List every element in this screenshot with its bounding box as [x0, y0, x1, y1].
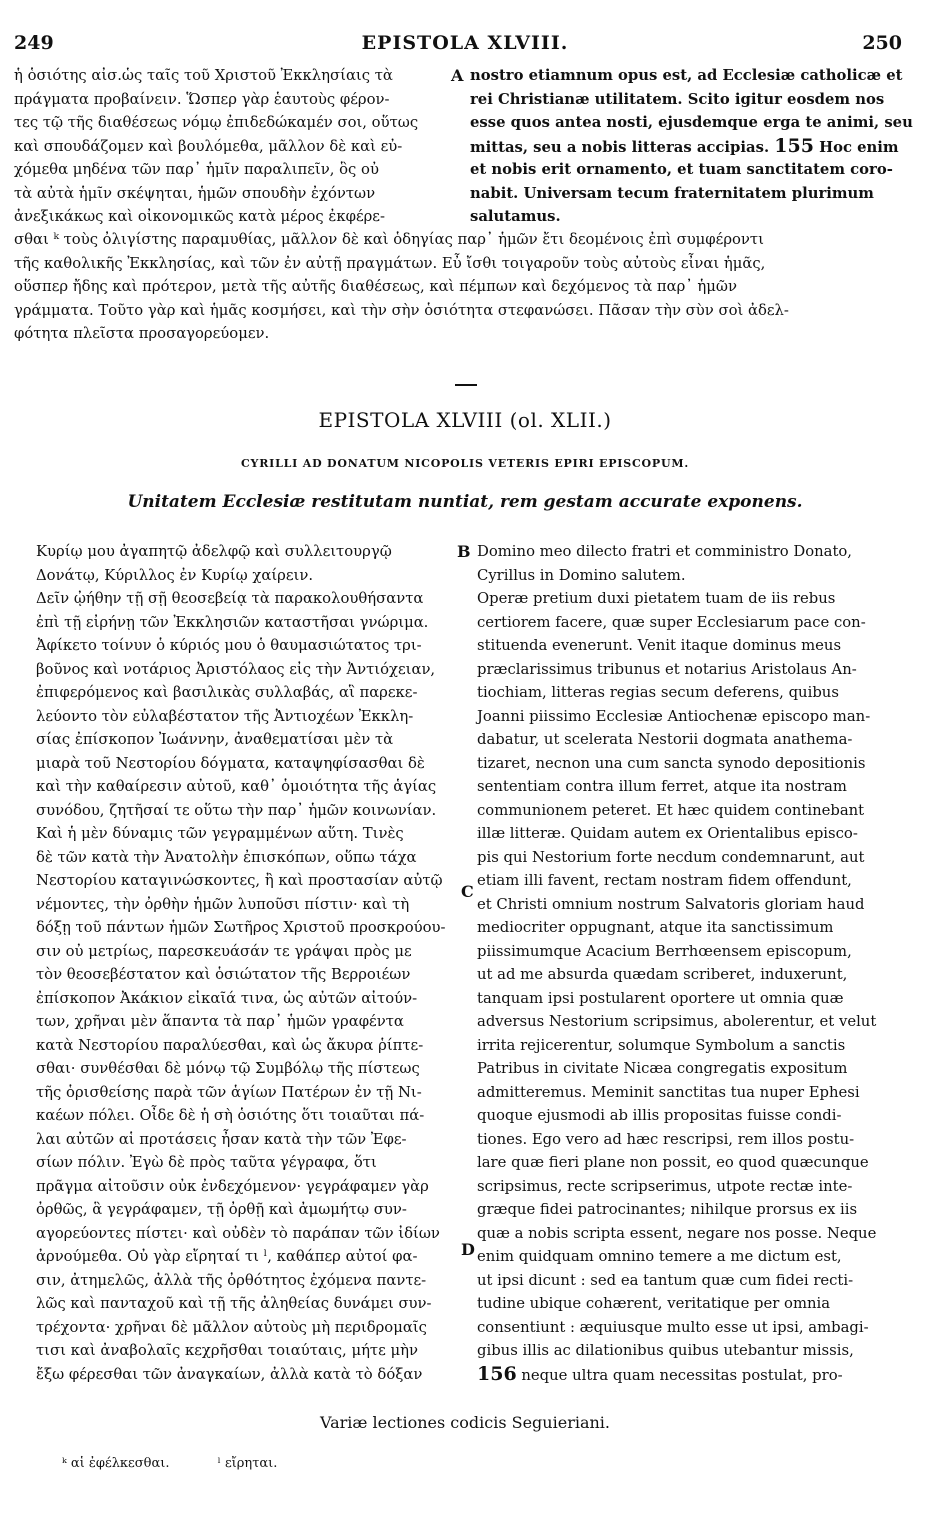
page-number-marker: 156	[477, 1362, 517, 1385]
text-line: Domino meo dilecto fratri et comministro Donato,	[477, 543, 853, 560]
text-line: σιν, ἀτημελῶς, ἀλλὰ τῆς ὀρθότητος ἐχόμενα παντε-	[36, 1271, 427, 1289]
text-line-with-page-number	[477, 1363, 897, 1387]
text-line: πρᾶγμα αἰτοῦσιν οὐκ ἐνδεχόμενον· γεγράφαμεν γὰρ	[36, 1177, 429, 1195]
text-line: Καὶ ἡ μὲν δύναμις τῶν γεγραμμένων αὕτη. Τινὲς	[36, 825, 404, 842]
text-line: σίας ἐπίσκοπον Ἰωάννην, ἀναθεματίσαι μὲν τὰ	[36, 731, 394, 748]
margin-marker-a: A	[451, 66, 464, 85]
footnote: ˡ εἴρηται.	[217, 1456, 278, 1471]
text-line: ὀρθῶς, ἃ γεγράφαμεν, τῇ ὀρθῇ καὶ ἀμωμήτῳ συν-	[36, 1201, 407, 1218]
text-line: χόμεθα μηδένα τῶν παρ᾽ ἡμῖν παραλιπεῖν, ὃς οὐ	[14, 161, 379, 178]
text-line: mediocriter oppugnant, atque ita sanctissimum	[477, 919, 834, 936]
text-line: τὸν θεοσεβέστατον καὶ ὁσιώτατον τῆς Βερροιέων	[36, 966, 411, 983]
text-line: δόξῃ τοῦ πάντων ἡμῶν Σωτῆρος Χριστοῦ προσκρούου-	[36, 919, 446, 936]
text-line: communionem peteret. Et hæc quidem continebant	[477, 801, 865, 819]
text-line: Νεστορίου καταγινώσκοντες, ἢ καὶ προστασίαν αὐτῷ	[36, 872, 443, 889]
text-line: salutamus.	[470, 208, 561, 225]
text-line: ἐπὶ τῇ εἰρήνῃ τῶν Ἐκκλησιῶν καταστῆσαι γνώριμα.	[36, 613, 429, 631]
text-line: nabit. Universam tecum fraternitatem plurimum	[470, 184, 874, 202]
text-line: lare quæ fieri plane non possit, eo quod quæcunque	[477, 1154, 869, 1171]
text-line: τῆς ὁρισθείσης παρὰ τῶν ἁγίων Πατέρων ἐν τῇ Νι-	[36, 1083, 422, 1101]
text-line: αγορεύοντες πίστει· καὶ οὐδὲν τὸ παράπαν τῶν ἰδίων	[36, 1224, 440, 1242]
margin-marker-b: B	[457, 542, 471, 561]
text-line: Δεῖν ᾠήθην τῇ σῇ θεοσεβείᾳ τὰ παρακολουθήσαντα	[36, 590, 424, 607]
text-line: consentiunt : æquiusque multo esse ut ipsi, ambagi-	[477, 1318, 869, 1336]
footnote: ᵏ αἱ ἐφέλκεσθαι.	[62, 1456, 170, 1471]
text-line: pis qui Nestorium forte necdum condemnarunt, aut	[477, 848, 865, 866]
text-fragment: Hoc enim	[813, 138, 899, 156]
variant-readings-title: Variæ lectiones codicis Seguieriani.	[319, 1413, 610, 1432]
epistle-heading: CYRILLI AD DONATUM NICOPOLIS VETERIS EPIRI EPISCOPUM.	[241, 457, 689, 470]
text-line: ἐπιφερόμενος καὶ βασιλικὰς συλλαβάς, αἳ παρεκε-	[36, 684, 418, 701]
epistle-title: EPISTOLA XLVIII (ol. XLII.)	[318, 408, 612, 432]
text-line: κατὰ Νεστορίου παραλύεσθαι, καὶ ὡς ἄκυρα ῥίπτε-	[36, 1036, 424, 1054]
text-line: καὶ σπουδάζομεν καὶ βουλόμεθα, μᾶλλον δὲ καὶ εὐ-	[14, 137, 403, 155]
text-line: ἀνεξικάκως καὶ οἰκονομικῶς κατὰ μέρος ἐκφέρε-	[14, 208, 385, 225]
latin-column	[477, 540, 897, 1386]
section-divider	[455, 384, 477, 386]
top-full-width-greek	[14, 228, 904, 346]
text-line: μιαρὰ τοῦ Νεστορίου δόγματα, καταψηφίσασθαι δὲ	[36, 754, 425, 772]
margin-marker-d: D	[461, 1240, 475, 1259]
right-page-number: 250	[862, 32, 902, 54]
text-line: piissimumque Acacium Berrhœensem episcopum,	[477, 942, 852, 960]
text-line: tiones. Ego vero ad hæc rescripsi, rem illos postu-	[477, 1130, 855, 1148]
text-line: συνόδου, ζητῆσαί τε οὕτω τὴν παρ᾽ ἡμῶν κοινωνίαν.	[36, 801, 437, 819]
text-line: Patribus in civitate Nicæa congregatis expositum	[477, 1060, 848, 1077]
text-line: dabatur, ut scelerata Nestorii dogmata anathema-	[477, 731, 853, 748]
text-line: tanquam ipsi postularent oportere ut omnia quæ	[477, 989, 844, 1007]
footnotes	[62, 1456, 321, 1471]
text-line: et Christi omnium nostrum Salvatoris gloriam haud	[477, 895, 865, 913]
text-line: et nobis erit ornamento, et tuam sanctitatem coro-	[470, 161, 893, 178]
text-line: πράγματα προβαίνειν. Ὥσπερ γὰρ ἑαυτοὺς φέρον-	[14, 90, 390, 108]
text-line: esse quos antea nosti, ejusdemque erga te animi, seu	[470, 114, 913, 131]
text-line: σιν οὐ μετρίως, παρεσκευάσάν τε γράψαι πρὸς με	[36, 942, 412, 960]
greek-column	[36, 540, 461, 1386]
page-number-marker: 155	[774, 134, 814, 157]
text-line: καὶ τὴν καθαίρεσιν αὐτοῦ, καθ᾽ ὁμοιότητα τῆς ἁγίας	[36, 778, 437, 795]
top-latin-column	[470, 64, 913, 229]
text-line: ἡ ὁσιότης αἰσ.ὡς ταῖς τοῦ Χριστοῦ Ἐκκλησίαις τὰ	[14, 67, 393, 84]
text-line: βοῦνος καὶ νοτάριος Ἀριστόλαος εἰς τὴν Ἀντιόχειαν,	[36, 660, 436, 678]
text-line: sententiam contra illum ferret, atque ita nostram	[477, 778, 847, 795]
text-line: adversus Nestorium scripsimus, abolerentur, et velut	[477, 1013, 877, 1030]
text-line: λῶς καὶ πανταχοῦ καὶ τῇ τῆς ἀληθείας δυνάμει συν-	[36, 1295, 432, 1312]
text-line: ut ipsi dicunt : sed ea tantum quæ cum fidei recti-	[477, 1271, 854, 1289]
text-line: Operæ pretium duxi pietatem tuam de iis rebus	[477, 590, 836, 607]
text-line: admitteremus. Meminit sanctitas tua nuper Ephesi	[477, 1083, 860, 1101]
text-line: tiochiam, litteras regias secum deferens, quibus	[477, 684, 839, 701]
text-line: græque fidei patrocinantes; nihilque prorsus ex iis	[477, 1201, 858, 1218]
text-line: ἀρνούμεθα. Οὐ γὰρ εἴρηταί τι ˡ, καθάπερ αὐτοί φα-	[36, 1248, 418, 1265]
text-line: φότητα πλεῖστα προσαγορεύομεν.	[14, 325, 270, 342]
text-line: ἐπίσκοπον Ἀκάκιον εἰκαῖά τινα, ὡς αὐτῶν αἰτούν-	[36, 989, 418, 1007]
text-line: λεύοντο τὸν εὐλαβέστατον τῆς Ἀντιοχέων Ἐκκλη-	[36, 707, 414, 725]
text-line: Joanni piissimo Ecclesiæ Antiochenæ episcopo man-	[477, 707, 871, 725]
text-line: τὰ αὐτὰ ἡμῖν σκέψηται, ἡμῶν σπουδὴν ἐχόντων	[14, 184, 376, 202]
text-line: τισι καὶ ἀναβολαῖς κεχρῆσθαι τοιαύταις, μήτε μὴν	[36, 1342, 418, 1359]
text-line: enim quidquam omnino temere a me dictum est,	[477, 1248, 842, 1265]
text-line: Cyrillus in Domino salutem.	[477, 566, 686, 584]
text-line: stituenda evenerunt. Venit itaque dominus meus	[477, 637, 842, 654]
left-page-number: 249	[14, 32, 54, 54]
epistle-summary: Unitatem Ecclesiæ restitutam nuntiat, rem gestam accurate exponens.	[127, 492, 803, 512]
text-fragment: neque ultra quam necessitas postulat, pro-	[516, 1366, 843, 1384]
text-line: irrita rejicerentur, solumque Symbolum a sanctis	[477, 1036, 846, 1054]
text-line: δὲ τῶν κατὰ τὴν Ἀνατολὴν ἐπισκόπων, οὕπω τάχα	[36, 848, 417, 866]
running-title: EPISTOLA XLVIII.	[361, 32, 569, 54]
text-line: σίων πόλιν. Ἐγὼ δὲ πρὸς ταῦτα γέγραφα, ὅτι	[36, 1154, 377, 1171]
text-line: nostro etiamnum opus est, ad Ecclesiæ catholicæ et	[470, 67, 903, 84]
text-line: ἔξω φέρεσθαι τῶν ἀναγκαίων, ἀλλὰ κατὰ τὸ δόξαν	[36, 1365, 423, 1383]
text-line: Ἀφίκετο τοίνυν ὁ κύριός μου ὁ θαυμασιώτατος τρι-	[36, 637, 422, 654]
text-line: τες τῷ τῆς διαθέσεως νόμῳ ἐπιδεδώκαμέν σοι, οὕτως	[14, 114, 419, 131]
text-line: mittas, seu a nobis litteras accipias.	[470, 138, 770, 156]
text-line: τρέχοντα· χρῆναι δὲ μᾶλλον αὐτοὺς μὴ περιδρομαῖς	[36, 1318, 427, 1336]
text-line: etiam illi favent, rectam nostram fidem offendunt,	[477, 872, 852, 889]
text-line: ut ad me absurda quædam scriberet, induxerunt,	[477, 966, 848, 983]
text-line: quoque ejusmodi ab illis propositas fuisse condi-	[477, 1107, 842, 1124]
text-line: Δονάτῳ, Κύριλλος ἐν Κυρίῳ χαίρειν.	[36, 566, 314, 584]
text-line: certiorem facere, quæ super Ecclesiarum pace con-	[477, 613, 866, 631]
text-line: quæ a nobis scripta essent, negare nos posse. Neque	[477, 1224, 877, 1242]
text-line: præclarissimus tribunus et notarius Aristolaus An-	[477, 660, 857, 678]
margin-marker-c: C	[461, 882, 474, 901]
text-line: τῆς καθολικῆς Ἐκκλησίας, καὶ τῶν ἐν αὐτῇ πραγμάτων. Εὖ ἴσθι τοιγαροῦν τοὺς αὐτοὺς εἶναι ἡμᾶς,	[14, 254, 766, 272]
text-line: λαι αὐτῶν αἱ προτάσεις ἦσαν κατὰ τὴν τῶν Ἐφε-	[36, 1130, 407, 1148]
text-line: σθαι ᵏ τοὺς ὀλιγίστης παραμυθίας, μᾶλλον δὲ καὶ ὁδηγίας παρ᾽ ἡμῶν ἔτι δεομένοις ἐπὶ συμφέροντι	[14, 231, 764, 248]
text-line: οὕσπερ ἤδης καὶ πρότερον, μετὰ τῆς αὐτῆς διαθέσεως, καὶ πέμπων καὶ δεχόμενος τὰ παρ᾽ ἡμῶν	[14, 278, 737, 295]
text-line: γράμματα. Τοῦτο γὰρ καὶ ἡμᾶς κοσμήσει, καὶ τὴν σὴν ὁσιότητα στεφανώσει. Πᾶσαν τὴν σὺν σοὶ ἀδελ-	[14, 301, 789, 319]
top-greek-column	[14, 64, 459, 229]
text-line: tizaret, necnon una cum sancta synodo depositionis	[477, 754, 866, 772]
text-line: tudine ubique cohærent, veritatique per omnia	[477, 1295, 831, 1312]
text-line: νέμοντες, τὴν ὀρθὴν ἡμῶν λυποῦσι πίστιν· καὶ τὴ	[36, 895, 410, 913]
text-line: Κυρίῳ μου ἀγαπητῷ ἀδελφῷ καὶ συλλειτουργῷ	[36, 543, 392, 560]
text-line: των, χρῆναι μὲν ἅπαντα τὰ παρ᾽ ἡμῶν γραφέντα	[36, 1013, 404, 1030]
text-line: καέων πόλει. Οἶδε δὲ ἡ σὴ ὁσιότης ὅτι τοιαῦται πά-	[36, 1107, 425, 1124]
text-line: rei Christianæ utilitatem. Scito igitur eosdem nos	[470, 90, 885, 108]
text-line-with-page-number	[470, 134, 899, 159]
text-line: scripsimus, recte scripserimus, utpote rectæ inte-	[477, 1177, 853, 1195]
text-line: gibus illis ac dilationibus quibus utebantur missis,	[477, 1342, 854, 1359]
text-line: illæ litteræ. Quidam autem ex Orientalibus episco-	[477, 825, 858, 842]
text-line: σθαι· συνθέσθαι δὲ μόνῳ τῷ Συμβόλῳ τῆς πίστεως	[36, 1060, 420, 1077]
